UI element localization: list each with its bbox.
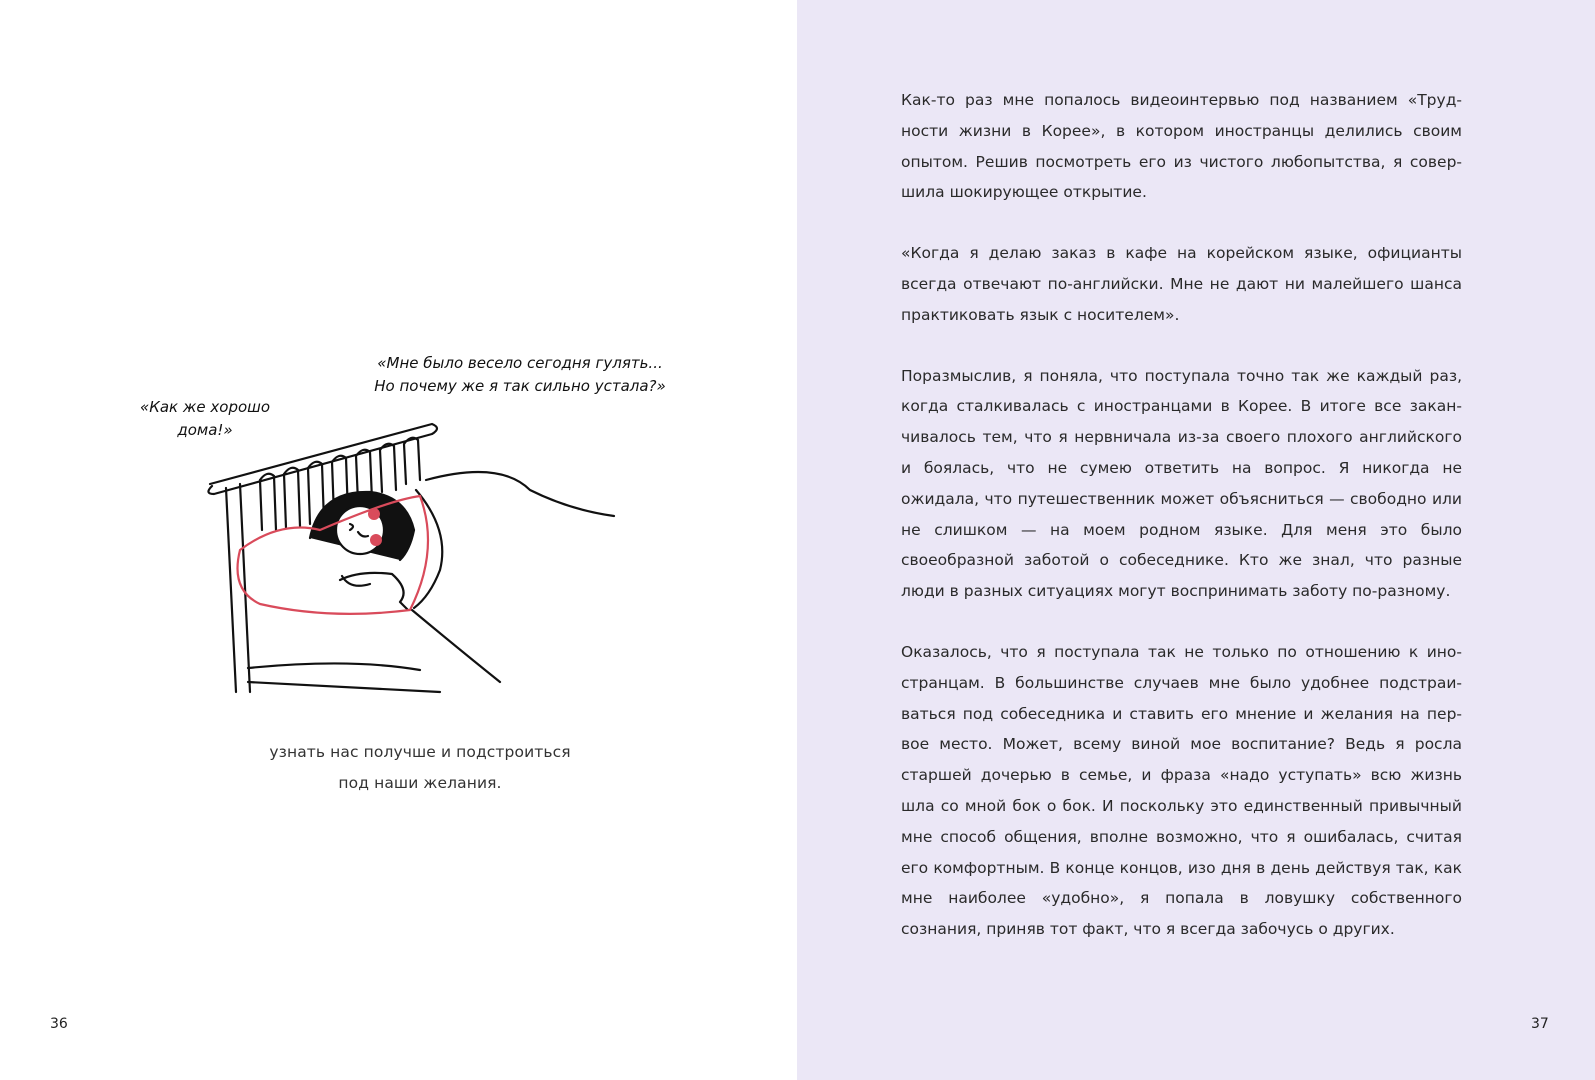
illustration-caption <box>210 737 630 799</box>
paragraph: Поразмыслив, я поняла, что поступала точно так же каждый раз, когда сталкивалась с иностранцами в Корее. В итоге все заканчивалось тем, что я нервничала из-за своего плохого английского и боялась, что не сумею ответить на вопрос. Я никогда не ожидала, что путешественник может объясниться — свободно или не слишком — на моем родном языке. Для меня это было своеобразной заботой о собеседнике. Кто же знал, что разные люди в разных ситуациях могут воспринимать заботу по-разному. <box>901 366 1462 601</box>
speech-line: «Мне было весело сегодня гулять... <box>377 354 663 372</box>
caption-line: под наши желания. <box>338 774 502 792</box>
paragraph: «Когда я делаю заказ в кафе на корейском языке, официанты всегда отвечают по-английски. Мне не дают ни малейшего шанса практиковать язык с носителем». <box>901 244 1462 324</box>
caption-line: узнать нас получше и подстроиться <box>269 743 571 761</box>
woman-in-bed-illustration <box>200 420 630 710</box>
page-number-left: 36 <box>50 1016 68 1032</box>
speech-line: «Как же хорошо <box>139 398 271 416</box>
speech-line: Но почему же я так сильно устала?» <box>374 377 666 395</box>
page-number-right: 37 <box>1531 1016 1549 1032</box>
paragraph: Как-то раз мне попалось видеоинтервью под названием «Трудности жизни в Корее», в котором иностранцы делились своим опытом. Решив посмотреть его из чистого любопытства, я совершила шокирующее открытие. <box>901 91 1462 202</box>
speech-line: дома!» <box>177 421 233 439</box>
body-text <box>901 85 1462 975</box>
paragraph: Оказалось, что я поступала так не только по отношению к иностранцам. В большинстве случаев мне было удобнее подстраиваться под собеседника и ставить его мнение и желания на первое место. Может, всему виной мое воспитание? Ведь я росла старшей дочерью в семье, и фраза «надо уступать» всю жизнь шла со мной бок о бок. И поскольку это единственный привычный мне способ общения, вполне возможно, что я ошибалась, считая его комфортным. В конце концов, изо дня в день действуя так, как мне наиболее «удобно», я попала в ловушку собственного сознания, приняв тот факт, что я всегда забочусь о других. <box>901 642 1462 939</box>
left-page <box>0 0 797 1080</box>
speech-bubble-tired <box>360 352 680 398</box>
